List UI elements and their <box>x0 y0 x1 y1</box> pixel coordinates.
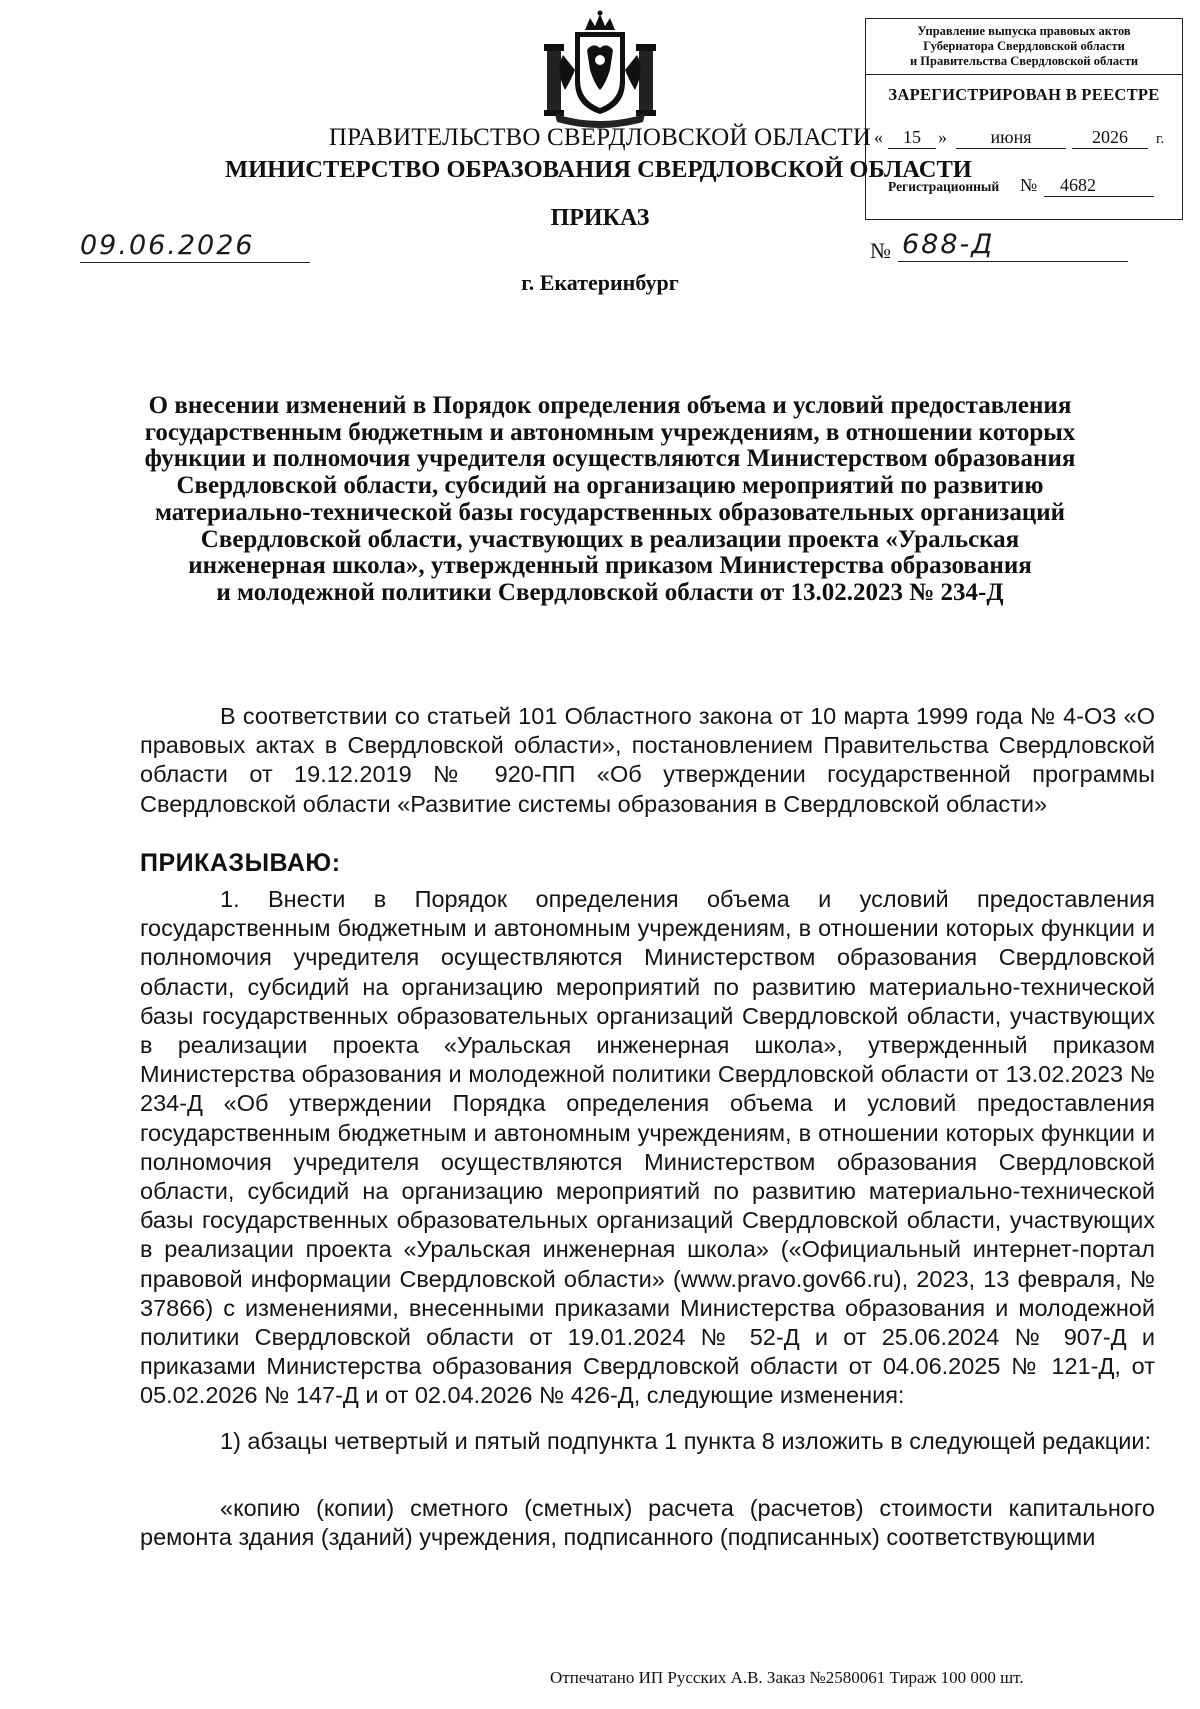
handwritten-date: 09.06.2026 <box>80 232 310 263</box>
document-type: ПРИКАЗ <box>550 205 650 231</box>
stamp-regno-sign: № <box>1020 175 1038 195</box>
stamp-year: 2026 <box>1072 127 1148 149</box>
title-line: функции и полномочия учредителя осуществляются Министерством образования <box>144 445 1076 473</box>
city: г. Екатеринбург <box>521 270 679 295</box>
clause-1-paragraph: 1. Внести в Порядок определения объема и условий предоставления государственным бюджетным и автономным учреждениям, в отношении которых функции и полномочия учредителя осуществляются Министерством образования Свердловской области, субсидий на организацию мероприятий по развитию материально-технической базы государственных образовательных организаций Свердловской области, участвующих в реализации проекта «Уральская инженерная школа», утвержденный приказом Министерства образования и молодежной политики Свердловской области от 13.02.2023 № 234-Д «Об утверждении Порядка определения объема и условий предоставления государственным бюджетным и автономным учреждениям, в отношении которых функции и полномочия учредителя осуществляются Министерством образования Свердловской области, субсидий на организацию мероприятий по развитию материально-технической базы государственных образовательных организаций Свердловской области, участвующих в реализации проекта «Уральская инженерная школа» («Официальный интернет-портал правовой информации Свердловской области» (www.pravo.gov66.ru), 2023, 13 февраля, № 37866) с изменениями, внесенными приказами Министерства образования и молодежной политики Свердловской области от 19.01.2024 № 52-Д и от 25.06.2024 № 907-Д и приказами Министерства образования Свердловской области от 04.06.2025 № 121-Д, от 05.02.2026 № 147-Д и от 02.04.2026 № 426-Д, следующие изменения: <box>140 886 1155 1409</box>
handwritten-order-number: 688-Д <box>898 230 1128 262</box>
stamp-month: июня <box>956 127 1066 149</box>
title-line: государственным бюджетным и автономным учреждениям, в отношении которых <box>144 418 1076 446</box>
title-line: О внесении изменений в Порядок определения объема и условий предоставления <box>148 392 1072 419</box>
stamp-regno-label: Регистрационный <box>888 179 1000 194</box>
government-title: ПРАВИТЕЛЬСТВО СВЕРДЛОВСКОЙ ОБЛАСТИ <box>328 124 872 151</box>
stamp-day: 15 <box>888 127 936 149</box>
stamp-quote-close: » <box>938 127 947 147</box>
quoted-text-paragraph: «копию (копии) сметного (сметных) расчета (расчетов) стоимости капитального ремонта здания (зданий) учреждения, подписанного (подписанных) соответствующими <box>140 1495 1155 1551</box>
order-word: ПРИКАЗЫВАЮ: <box>140 849 341 877</box>
ministry-title: МИНИСТЕРСТВО ОБРАЗОВАНИЯ СВЕРДЛОВСКОЙ ОБЛАСТИ <box>225 156 972 183</box>
stamp-header-line: Управление выпуска правовых актов <box>917 24 1131 38</box>
title-line: инженерная школа», утвержденный приказом Министерства образования <box>188 552 1032 580</box>
title-line: и молодежной политики Свердловской области от 13.02.2023 № 234-Д <box>216 578 1004 606</box>
stamp-quote-open: « <box>874 127 883 147</box>
stamp-year-suffix: г. <box>1156 131 1165 147</box>
title-line: Свердловской области, участвующих в реализации проекта «Уральская <box>200 525 1020 553</box>
order-number-label: № <box>870 238 891 263</box>
stamp-registered-label: ЗАРЕГИСТРИРОВАН В РЕЕСТРЕ <box>888 85 1160 104</box>
preamble-paragraph: В соответствии со статьей 101 Областного закона от 10 марта 1999 года № 4-ОЗ «О правовых актах в Свердловской области», постановлением Правительства Свердловской области от 19.12.2019 № 920-ПП «Об утверждении государственной программы Свердловской области «Развитие системы образования в Свердловской области» <box>140 703 1155 817</box>
document-title <box>140 393 1080 607</box>
stamp-header <box>866 19 1182 75</box>
stamp-regno-value: 4682 <box>1044 175 1154 197</box>
print-footer: Отпечатано ИП Русских А.В. Заказ №2580061 Тираж 100 000 шт. <box>550 1668 1024 1687</box>
registration-stamp <box>865 18 1183 220</box>
coat-of-arms-icon <box>535 10 665 125</box>
stamp-header-line: Губернатора Свердловской области <box>923 39 1125 53</box>
title-line: материально-технической базы государственных образовательных организаций <box>154 498 1066 526</box>
stamp-header-line: и Правительства Свердловской области <box>909 54 1139 68</box>
subclause-1-paragraph: 1) абзацы четвертый и пятый подпункта 1 пункта 8 изложить в следующей редакции: <box>220 1428 1152 1454</box>
title-line: Свердловской области, субсидий на организацию мероприятий по развитию <box>176 472 1044 500</box>
